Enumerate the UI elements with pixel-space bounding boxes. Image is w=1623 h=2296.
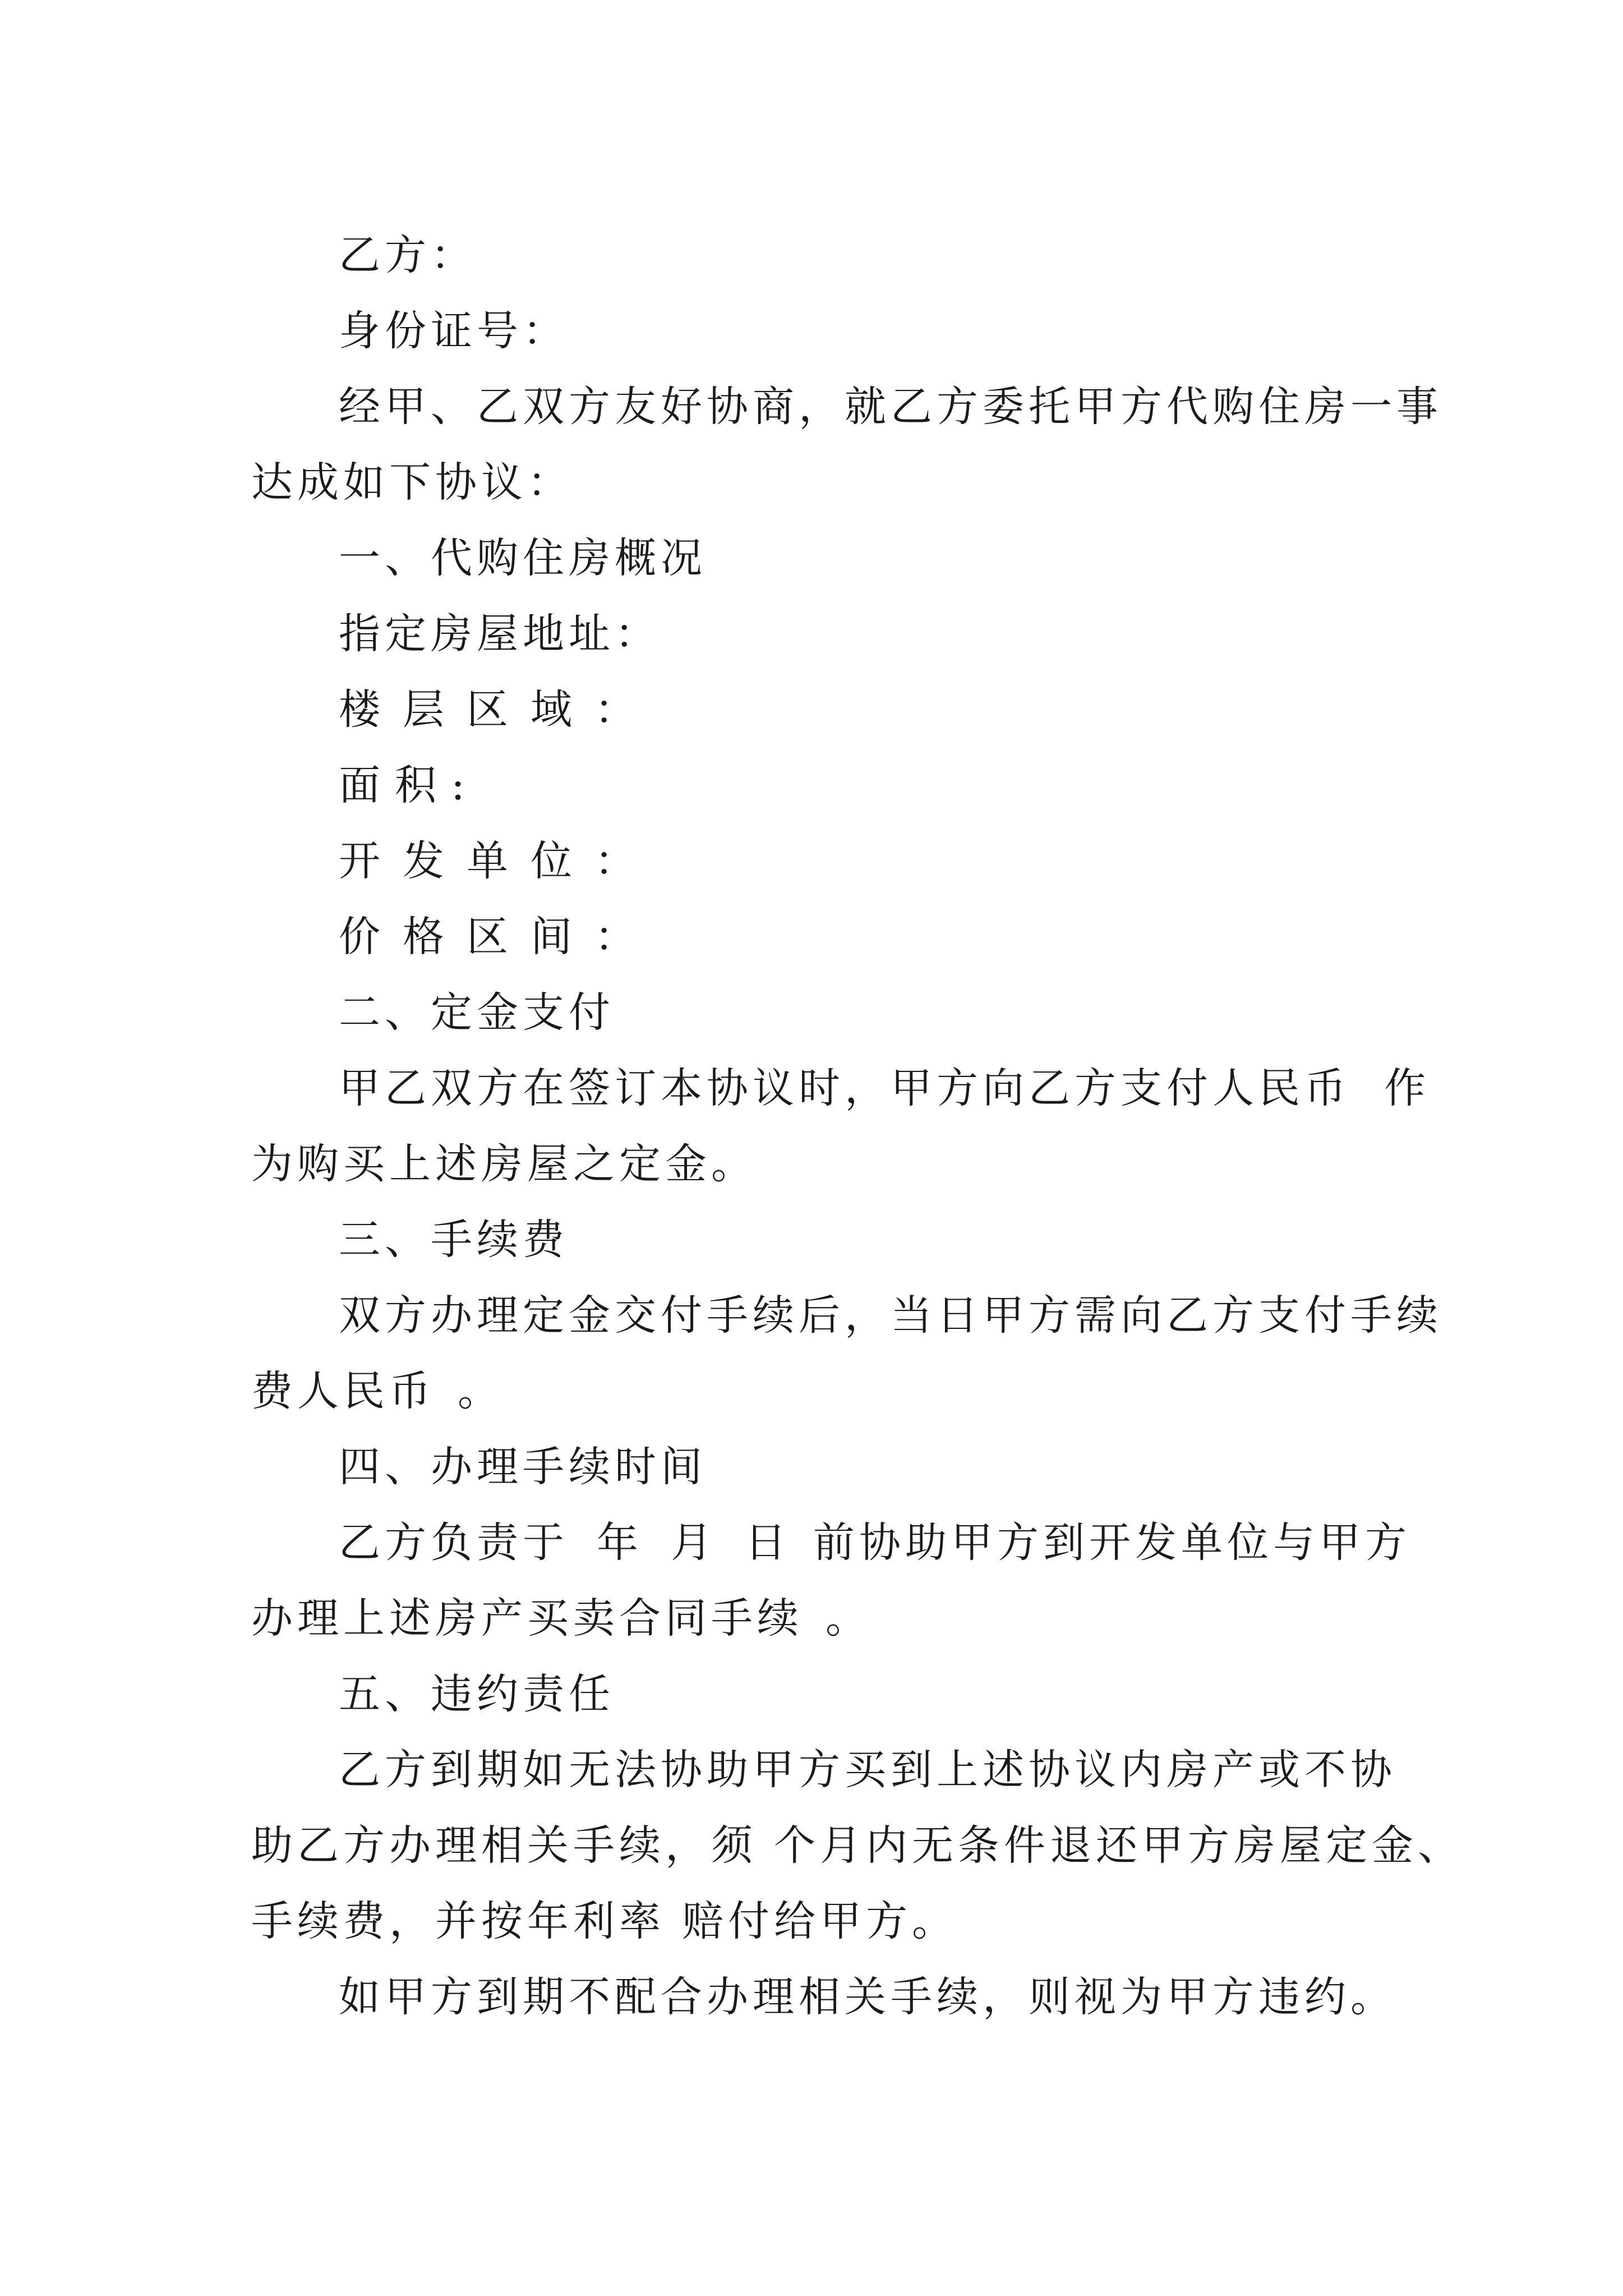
developer-label: 开发单位：: [339, 837, 658, 885]
price-range-label: 价格区间：: [339, 913, 658, 961]
deposit-text-a: 甲乙双方在签订本协议时，甲方向乙方支付人民币: [339, 1064, 1350, 1112]
breach-line-3: [251, 1884, 1390, 1959]
id-number-label: 身份证号：: [339, 307, 569, 355]
deposit-line-1: [251, 1051, 1430, 1126]
breach-text-2a: 助乙方办理相关手续，须: [251, 1821, 757, 1870]
breach-line-1: 乙方到期如无法协助甲方买到上述协议内房产或不协: [339, 1746, 1396, 1794]
section-2-heading: 二、定金支付: [339, 988, 615, 1037]
breach-text-3b: 赔付给甲方。: [682, 1897, 958, 1945]
schedule-line-1: [251, 1505, 1411, 1581]
deposit-line-2: 为购买上述房屋之定金。: [251, 1140, 757, 1188]
fee-text-b: 。: [458, 1367, 504, 1415]
fee-line-2: [251, 1354, 1390, 1429]
fee-text-a: 费人民币: [251, 1367, 435, 1415]
breach-text-2b: 个月内无条件退还甲方房屋定金、: [774, 1821, 1464, 1870]
breach-para-2: 如甲方到期不配合办理相关手续，则视为甲方违约。: [339, 1973, 1396, 2021]
schedule-text-2b: 。: [826, 1594, 872, 1642]
breach-line-2: [251, 1808, 1464, 1884]
section-4-heading: 四、办理手续时间: [339, 1443, 707, 1491]
section-3-heading: 三、手续费: [339, 1216, 569, 1264]
section-1-heading: 一、代购住房概况: [339, 534, 707, 582]
schedule-text-2a: 办理上述房产买卖合同手续: [251, 1594, 803, 1642]
floor-area-label: 楼层区域：: [339, 685, 658, 734]
schedule-month: 月: [671, 1519, 717, 1567]
schedule-text-e: 前协助甲方到开发单位与甲方: [813, 1519, 1411, 1567]
intro-line-2: 达成如下协议：: [251, 458, 573, 507]
party-b-label: 乙方：: [339, 231, 477, 279]
house-address-label: 指定房屋地址：: [339, 610, 661, 658]
intro-line-1: 经甲、乙双方友好协商，就乙方委托甲方代购住房一事: [339, 383, 1442, 431]
area-label: 面积:: [339, 761, 479, 809]
deposit-text-b: 作: [1384, 1064, 1430, 1112]
breach-text-3a: 手续费，并按年利率: [251, 1897, 665, 1945]
schedule-day: 日: [745, 1519, 791, 1567]
schedule-year: 年: [597, 1519, 643, 1567]
schedule-text-a: 乙方负责于: [339, 1519, 569, 1567]
contract-page: [251, 218, 1464, 2035]
schedule-line-2: [251, 1581, 1390, 1657]
fee-line-1: 双方办理定金交付手续后，当日甲方需向乙方支付手续: [339, 1291, 1442, 1340]
section-5-heading: 五、违约责任: [339, 1670, 615, 1718]
